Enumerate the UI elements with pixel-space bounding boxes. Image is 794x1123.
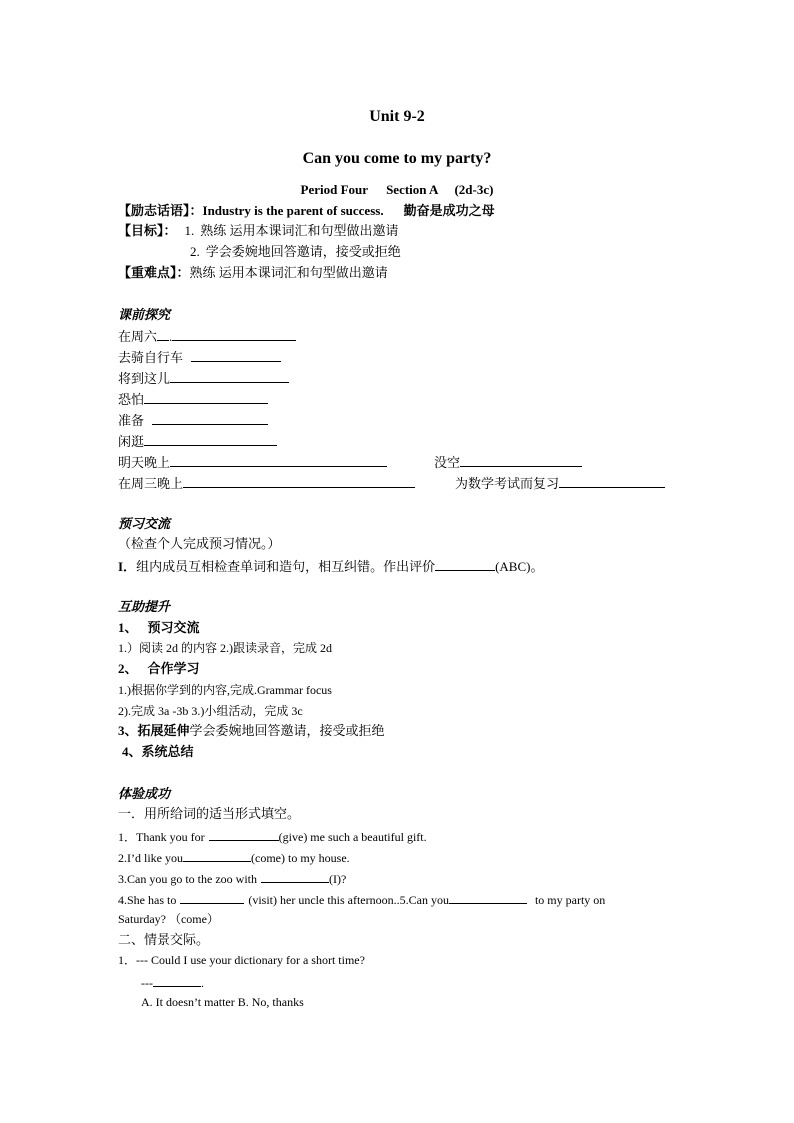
goal-1-text: 熟练 运用本课词汇和句型做出邀请 xyxy=(200,223,399,238)
preview-item-7-label: 明天晚上 xyxy=(118,455,171,470)
mutual-step-2 xyxy=(118,661,200,677)
preview-item-9-label: 在周三晚上 xyxy=(118,476,184,491)
period-label: Period Four xyxy=(300,182,369,197)
exchange-line-1-text: 组内成员互相检查单词和造句，相互纠错。作出评价 xyxy=(136,559,436,574)
question-4-b: (visit) her uncle this afternoon..5.Can you xyxy=(248,893,449,907)
mutual-step-1-title: 预习交流 xyxy=(147,620,200,635)
mutual-step-2-line-1: 1.)根据你学到的内容,完成.Grammar focus xyxy=(118,683,332,697)
question-4 xyxy=(118,890,605,908)
question-4-a: 4.She has to xyxy=(118,893,177,907)
preview-item-10 xyxy=(455,474,665,492)
mutual-step-1 xyxy=(118,620,200,636)
preview-item-2-label: 去骑自行车 xyxy=(118,350,184,365)
range-label: (2d-3c) xyxy=(454,182,494,197)
preview-item-9 xyxy=(118,474,415,492)
mutual-step-1-line: 1.）阅读 2d 的内容 2.)跟读录音，完成 2d xyxy=(118,641,332,655)
question-3-b: (I)? xyxy=(328,872,347,886)
mutual-step-2-title: 合作学习 xyxy=(147,661,200,676)
question-1-b: (give) me such a beautiful gift. xyxy=(278,830,427,844)
preview-item-1: 在周六 . xyxy=(118,327,296,345)
preview-item-8-label: 没空 xyxy=(434,455,461,470)
preview-item-8 xyxy=(434,453,582,471)
motto-en: Industry is the parent of success. xyxy=(202,203,384,218)
dialogue-1-question: 1．--- Could I use your dictionary for a short time? xyxy=(118,953,365,967)
preview-item-4-label: 恐怕 xyxy=(118,392,145,407)
preview-item-3-label: 将到这儿 xyxy=(118,371,171,386)
question-2-a: 2.I’d like you xyxy=(118,851,183,865)
question-1 xyxy=(118,827,427,845)
preview-item-10-label: 为数学考试而复习 xyxy=(455,476,560,491)
question-4-cont: Saturday? （come） xyxy=(118,912,219,926)
question-3 xyxy=(118,869,346,887)
goal-line-2 xyxy=(190,244,401,260)
goal-2-text: 学会委婉地回答邀请，接受或拒绝 xyxy=(205,244,401,259)
goal-line-1 xyxy=(118,223,399,239)
exchange-line-1-suffix: (ABC)。 xyxy=(495,559,544,574)
preview-item-5 xyxy=(118,411,268,429)
question-2 xyxy=(118,848,350,866)
motto-cn: 勤奋是成功之母 xyxy=(403,203,495,218)
preview-item-7 xyxy=(118,453,387,471)
mutual-heading: 互助提升 xyxy=(118,599,171,614)
key-label: 【重难点】： xyxy=(118,265,190,280)
mutual-step-4: 4、系统总结 xyxy=(122,744,194,759)
preview-item-4 xyxy=(118,390,268,408)
mutual-step-1-num: 1、 xyxy=(118,620,138,635)
mutual-step-2-line-2: 2).完成 3a -3b 3.)小组活动，完成 3c xyxy=(118,704,303,718)
question-3-a: 3.Can you go to the zoo with xyxy=(118,872,257,886)
motto-line xyxy=(118,203,495,219)
preview-item-6 xyxy=(118,432,277,450)
part-2-title: 二、情景交际。 xyxy=(118,932,210,947)
question-4-c: to my party on xyxy=(534,893,606,907)
key-text: 熟练 运用本课词汇和句型做出邀请 xyxy=(189,265,388,280)
goal-2-num: 2. xyxy=(190,244,200,259)
exchange-heading: 预习交流 xyxy=(118,516,171,531)
key-line xyxy=(118,265,388,281)
mutual-step-2-num: 2、 xyxy=(118,661,138,676)
preview-item-1-label: 在周六 xyxy=(118,329,158,344)
goal-1-num: 1. xyxy=(184,223,195,238)
dialogue-1-answer: --- . xyxy=(141,973,204,991)
mutual-step-3-text: 学会委婉地回答邀请，接受或拒绝 xyxy=(189,723,385,738)
exchange-line-1-num: I． xyxy=(118,559,137,574)
preview-item-2 xyxy=(118,348,281,366)
dialogue-1-answer-prefix: --- xyxy=(141,976,153,990)
section-label: Section A xyxy=(386,182,439,197)
part-1-title: 一．用所给词的适当形式填空。 xyxy=(118,806,301,821)
success-heading: 体验成功 xyxy=(118,786,171,801)
exchange-note: （检查个人完成预习情况。） xyxy=(118,536,281,551)
preview-item-3 xyxy=(118,369,289,387)
preview-item-6-label: 闲逛 xyxy=(118,434,145,449)
question-1-a: 1．Thank you for xyxy=(118,830,205,844)
preview-item-5-label: 准备 xyxy=(118,413,145,428)
preview-heading: 课前探究 xyxy=(118,307,171,322)
period-line xyxy=(0,182,794,198)
unit-title: Unit 9-2 xyxy=(369,108,425,125)
page-title: Can you come to my party? xyxy=(302,150,492,167)
mutual-step-3 xyxy=(118,723,385,739)
dialogue-1-options: A. It doesn’t matter B. No, thanks xyxy=(141,995,304,1009)
question-2-b: (come) to my house. xyxy=(251,851,350,865)
motto-label: 【励志话语】： xyxy=(118,203,203,218)
exchange-line-1 xyxy=(118,557,543,575)
goal-label: 【目标】： xyxy=(118,223,177,238)
mutual-step-3-title: 3、拓展延伸 xyxy=(118,723,190,738)
